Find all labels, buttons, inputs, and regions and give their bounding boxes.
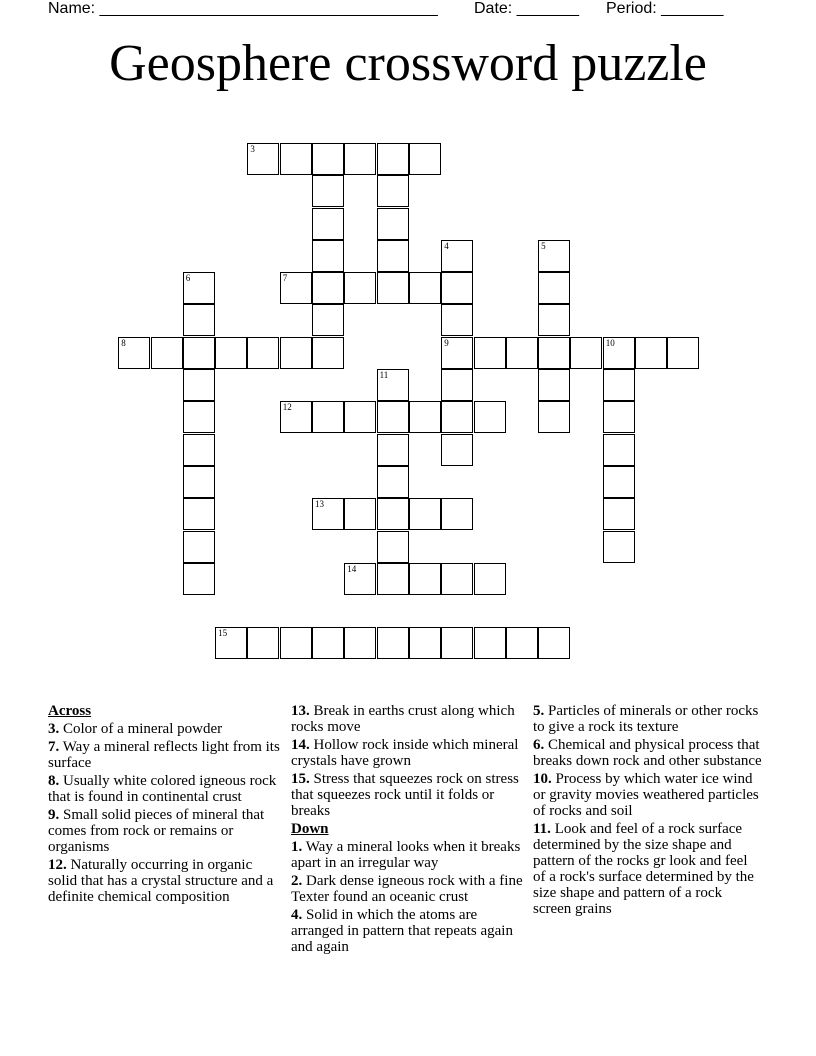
crossword-cell[interactable] <box>441 369 473 401</box>
clue-number: 4. <box>291 907 303 923</box>
crossword-cell[interactable] <box>603 434 635 466</box>
clue-text: Way a mineral looks when it breaks apart in an irregular way <box>291 839 521 871</box>
crossword-cell[interactable] <box>312 175 344 207</box>
crossword-cell[interactable] <box>409 498 441 530</box>
clue-number: 7. <box>48 739 60 755</box>
crossword-cell[interactable] <box>377 498 409 530</box>
clue-number: 5 <box>541 240 546 251</box>
clue-number: 10 <box>605 337 615 348</box>
crossword-cell[interactable] <box>344 143 376 175</box>
clue-text: Hollow rock inside which mineral crystals have grown <box>291 737 519 769</box>
crossword-cell[interactable] <box>538 401 570 433</box>
crossword-cell[interactable] <box>377 240 409 272</box>
page-title: Geosphere crossword puzzle <box>109 35 707 92</box>
clue-text: Break in earths crust along which rocks move <box>291 703 515 735</box>
crossword-cell[interactable] <box>441 337 473 369</box>
crossword-cell[interactable] <box>538 304 570 336</box>
clue-text: Look and feel of a rock surface determined by the size shape and pattern of the rocks gr look and feel of a rock's surface determined by the size shape and pattern of a rock screen grains <box>533 821 754 917</box>
across-clue <box>48 807 283 855</box>
crossword-cell[interactable] <box>377 369 409 401</box>
crossword-cell[interactable] <box>441 434 473 466</box>
crossword-cell[interactable] <box>635 337 667 369</box>
crossword-cell[interactable] <box>183 434 215 466</box>
crossword-cell[interactable] <box>538 627 570 659</box>
crossword-cell[interactable] <box>441 304 473 336</box>
clue-text: Solid in which the atoms are arranged in pattern that repeats again and again <box>291 907 513 955</box>
crossword-cell[interactable] <box>603 531 635 563</box>
crossword-cell[interactable] <box>538 337 570 369</box>
crossword-cell[interactable] <box>377 175 409 207</box>
crossword-cell[interactable] <box>344 272 376 304</box>
crossword-cell[interactable] <box>474 627 506 659</box>
crossword-cell[interactable] <box>603 337 635 369</box>
clue-text: Chemical and physical process that breaks down rock and other substance <box>533 737 762 769</box>
crossword-cell[interactable] <box>409 563 441 595</box>
clue-text: Naturally occurring in organic solid that has a crystal structure and a definite chemical composition <box>48 857 274 905</box>
crossword-cell[interactable] <box>312 498 344 530</box>
clue-number: 15. <box>291 771 310 787</box>
down-clue <box>291 839 526 871</box>
crossword-cell[interactable] <box>344 498 376 530</box>
clues-column-2 <box>291 703 526 957</box>
crossword-cell[interactable] <box>441 272 473 304</box>
crossword-cell[interactable] <box>441 498 473 530</box>
crossword-cell[interactable] <box>183 401 215 433</box>
crossword-cell[interactable] <box>183 498 215 530</box>
crossword-cell[interactable] <box>377 272 409 304</box>
crossword-cell[interactable] <box>312 240 344 272</box>
across-clue <box>48 739 283 771</box>
clue-number: 12. <box>48 857 67 873</box>
down-clue <box>533 821 763 917</box>
crossword-cell[interactable] <box>183 369 215 401</box>
crossword-cell[interactable] <box>441 627 473 659</box>
crossword-cell[interactable] <box>603 401 635 433</box>
crossword-cell[interactable] <box>312 401 344 433</box>
crossword-cell[interactable] <box>312 304 344 336</box>
crossword-cell[interactable] <box>603 498 635 530</box>
clue-number: 10. <box>533 771 552 787</box>
crossword-cell[interactable] <box>377 466 409 498</box>
crossword-cell[interactable] <box>151 337 183 369</box>
crossword-cell[interactable] <box>377 208 409 240</box>
clue-number: 5. <box>533 703 545 719</box>
date-field[interactable]: Date: _______ <box>474 0 579 17</box>
clues-column-3 <box>533 703 763 919</box>
crossword-cell[interactable] <box>603 466 635 498</box>
crossword-cell[interactable] <box>183 304 215 336</box>
crossword-cell[interactable] <box>247 337 279 369</box>
crossword-cell[interactable] <box>280 272 312 304</box>
clue-text: Process by which water ice wind or gravity movies weathered particles of rocks and soil <box>533 771 759 819</box>
crossword-cell[interactable] <box>409 143 441 175</box>
down-heading: Down <box>291 821 329 837</box>
crossword-cell[interactable] <box>506 627 538 659</box>
crossword-cell[interactable] <box>377 434 409 466</box>
across-clue <box>291 703 526 735</box>
clue-number: 7 <box>282 273 288 284</box>
clue-number: 6 <box>185 273 191 284</box>
clue-text: Dark dense igneous rock with a fine Texter found an oceanic crust <box>291 873 523 905</box>
clue-number: 8 <box>121 337 126 348</box>
clue-text: Usually white colored igneous rock that is found in continental crust <box>48 773 277 805</box>
crossword-cell[interactable] <box>312 272 344 304</box>
clue-number: 3. <box>48 721 60 737</box>
clue-number: 9. <box>48 807 60 823</box>
clue-text: Color of a mineral powder <box>59 721 223 737</box>
clue-number: 6. <box>533 737 545 753</box>
crossword-cell[interactable] <box>409 272 441 304</box>
crossword-cell[interactable] <box>183 337 215 369</box>
crossword-cell[interactable] <box>183 466 215 498</box>
clue-text: Small solid pieces of mineral that comes from rock or remains or organisms <box>48 807 265 855</box>
name-field[interactable]: Name: ______________________________________ <box>48 0 438 17</box>
crossword-cell[interactable] <box>118 337 150 369</box>
clue-number: 9 <box>444 337 449 348</box>
across-clue <box>291 771 526 819</box>
clue-number: 13 <box>315 499 324 510</box>
crossword-cell[interactable] <box>377 143 409 175</box>
crossword-cell[interactable] <box>441 563 473 595</box>
down-clue <box>533 737 763 769</box>
clues-column-1 <box>48 703 283 907</box>
crossword-cell[interactable] <box>312 208 344 240</box>
crossword-cell[interactable] <box>474 337 506 369</box>
across-clue <box>48 857 283 905</box>
crossword-cell[interactable] <box>183 531 215 563</box>
crossword-cell[interactable] <box>441 401 473 433</box>
crossword-cell[interactable] <box>377 627 409 659</box>
across-clue <box>291 737 526 769</box>
crossword-cell[interactable] <box>215 627 247 659</box>
across-heading: Across <box>48 703 92 719</box>
clue-number: 14 <box>347 563 357 574</box>
crossword-cell[interactable] <box>377 531 409 563</box>
clue-text: Stress that squeezes rock on stress that squeezes rock until it folds or breaks <box>291 771 519 819</box>
crossword-cell[interactable] <box>538 272 570 304</box>
crossword-cell[interactable] <box>474 563 506 595</box>
crossword-cell[interactable] <box>344 401 376 433</box>
clue-number: 11 <box>379 370 389 380</box>
clue-number: 13. <box>291 703 310 719</box>
across-clue <box>48 721 283 737</box>
crossword-cell[interactable] <box>183 272 215 304</box>
crossword-cell[interactable] <box>183 563 215 595</box>
crossword-cell[interactable] <box>312 627 344 659</box>
crossword-cell[interactable] <box>280 337 312 369</box>
crossword-cell[interactable] <box>280 401 312 433</box>
down-clue <box>291 873 526 905</box>
clue-number: 2. <box>291 873 303 889</box>
down-clue <box>291 907 526 955</box>
crossword-cell[interactable] <box>280 627 312 659</box>
period-field[interactable]: Period: _______ <box>606 0 724 17</box>
crossword-cell[interactable] <box>377 563 409 595</box>
crossword-cell[interactable] <box>247 143 279 175</box>
crossword-cell[interactable] <box>570 337 602 369</box>
crossword-cell[interactable] <box>538 240 570 272</box>
clue-number: 4 <box>444 240 449 251</box>
crossword-cell[interactable] <box>667 337 699 369</box>
crossword-cell[interactable] <box>506 337 538 369</box>
crossword-cell[interactable] <box>474 401 506 433</box>
crossword-cell[interactable] <box>377 401 409 433</box>
crossword-cell[interactable] <box>215 337 247 369</box>
clue-number: 8. <box>48 773 60 789</box>
crossword-cell[interactable] <box>344 563 376 595</box>
across-clue <box>48 773 283 805</box>
crossword-cell[interactable] <box>441 240 473 272</box>
clue-number: 3 <box>250 143 255 154</box>
clue-number: 15 <box>218 628 228 639</box>
clue-number: 14. <box>291 737 310 753</box>
down-clue <box>533 771 763 819</box>
crossword-cell[interactable] <box>538 369 570 401</box>
crossword-cell[interactable] <box>409 627 441 659</box>
clue-text: Particles of minerals or other rocks to give a rock its texture <box>533 703 759 735</box>
clue-number: 12 <box>282 402 292 413</box>
crossword-cell[interactable] <box>312 143 344 175</box>
crossword-cell[interactable] <box>247 627 279 659</box>
crossword-cell[interactable] <box>603 369 635 401</box>
crossword-cell[interactable] <box>280 143 312 175</box>
clue-text: Way a mineral reflects light from its surface <box>48 739 280 771</box>
crossword-cell[interactable] <box>409 401 441 433</box>
clue-number: 1. <box>291 839 303 855</box>
crossword-cell[interactable] <box>344 627 376 659</box>
down-clue <box>533 703 763 735</box>
crossword-cell[interactable] <box>312 337 344 369</box>
clue-number: 11. <box>533 821 551 837</box>
